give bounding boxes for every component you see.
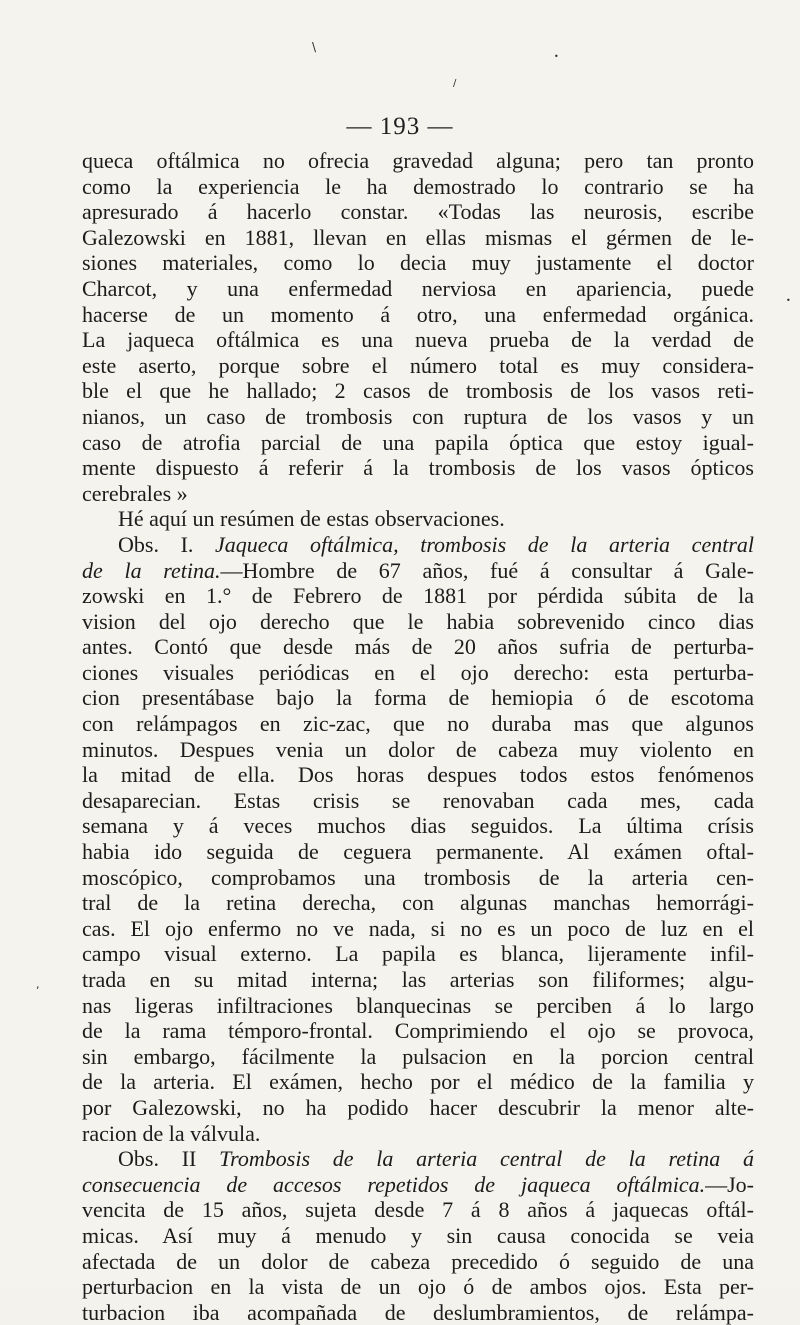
observation-label: Obs. I.	[118, 531, 216, 557]
text-line: habia ido seguida de ceguera permanente. Al exámen oftal-	[82, 839, 754, 865]
text-line: trada en su mitad interna; las arterias son filiformes; algu-	[82, 967, 754, 992]
text-line: cas. El ojo enfermo no ve nada, si no es un poco de luz en el	[82, 915, 754, 941]
text-line: ble el que he hallado; 2 casos de trombosis de los vasos reti-	[82, 378, 754, 404]
observation-heading	[82, 1146, 754, 1172]
text-line: con relámpagos en zic-zac, que no duraba mas que algunos	[82, 711, 754, 737]
text-line: tral de la retina derecha, con algunas manchas hemorrági-	[82, 890, 754, 916]
text-span: —Jo-	[705, 1171, 754, 1197]
text-line: antes. Contó que desde más de 20 años sufria de perturba-	[82, 634, 754, 660]
ink-speck: \	[312, 40, 317, 54]
ink-speck: ,	[36, 978, 40, 991]
text-line: moscópico, comprobamos una trombosis de la arteria cen-	[82, 864, 754, 890]
ink-speck: •	[554, 52, 559, 61]
text-line: semana y á veces muchos dias seguidos. La última crísis	[82, 813, 754, 839]
text-line: como la experiencia le ha demostrado lo contrario se ha	[82, 173, 754, 199]
text-line: Hé aquí un resúmen de estas observaciones.	[118, 506, 505, 532]
text-line: este aserto, porque sobre el número total es muy considera-	[82, 352, 754, 378]
text-line: nianos, un caso de trombosis con ruptura de los vasos y un	[82, 403, 754, 429]
observation-title: Trombosis de la arteria central de la retina á	[219, 1146, 754, 1172]
text-line: de la rama témporo-frontal. Comprimiendo el ojo se provoca,	[82, 1018, 754, 1044]
text-line: afectada de un dolor de cabeza precedido ó seguido de una	[82, 1248, 754, 1274]
text-line: perturbacion en la vista de un ojo ó de ambos ojos. Esta per-	[82, 1274, 754, 1300]
text-line: la mitad de ella. Dos horas despues todos estos fenómenos	[82, 762, 754, 788]
text-line: campo visual externo. La papila es blanca, lijeramente infil-	[82, 941, 754, 967]
text-line: Charcot, y una enfermedad nerviosa en apariencia, puede	[82, 275, 754, 301]
text-line: minutos. Despues venia un dolor de cabeza muy violento en	[82, 736, 754, 762]
ink-speck: •	[786, 296, 791, 305]
text-line: caso de atrofia parcial de una papila óptica que estoy igual-	[82, 429, 754, 455]
text-span: —Hombre de 67 años, fué á consultar á Gale-	[220, 557, 754, 583]
text-line: nas ligeras infiltraciones blanquecinas se perciben á lo largo	[82, 992, 754, 1018]
text-line: racion de la válvula.	[82, 1120, 261, 1146]
observation-title: consecuencia de accesos repetidos de jaqueca oftálmica.	[82, 1171, 706, 1197]
body-text	[82, 148, 754, 1325]
text-line: ciones visuales periódicas en el ojo derecho: esta perturba-	[82, 659, 754, 685]
text-line: por Galezowski, no ha podido hacer descubrir la menor alte-	[82, 1094, 754, 1120]
text-line: siones materiales, como lo decia muy justamente el doctor	[82, 250, 754, 276]
text-line: vencita de 15 años, sujeta desde 7 á 8 años á jaquecas oftál-	[82, 1197, 754, 1223]
text-line: cion presentábase bajo la forma de hemiopia ó de escotoma	[82, 685, 754, 711]
text-line: desaparecian. Estas crisis se renovaban cada mes, cada	[82, 787, 754, 813]
text-line: apresurado á hacerlo constar. «Todas las neurosis, escribe	[82, 199, 754, 225]
text-line: cerebrales »	[82, 480, 188, 506]
text-line	[82, 558, 754, 584]
observation-title: de la retina.	[82, 557, 221, 583]
text-line: sin embargo, fácilmente la pulsacion en la porcion central	[82, 1043, 754, 1069]
text-line	[82, 1172, 754, 1198]
observation-heading	[82, 532, 754, 558]
text-line: hacerse de un momento á otro, una enfermedad orgánica.	[82, 301, 754, 327]
observation-label: Obs. II	[118, 1146, 220, 1172]
text-line: vision del ojo derecho que le habia sobrevenido cinco dias	[82, 608, 754, 634]
text-line: turbacion iba acompañada de deslumbramientos, de relámpa-	[82, 1299, 754, 1325]
text-line: Galezowski en 1881, llevan en ellas mismas el gérmen de le-	[82, 224, 754, 250]
text-line: La jaqueca oftálmica es una nueva prueba de la verdad de	[82, 327, 754, 353]
text-line: queca oftálmica no ofrecia gravedad alguna; pero tan pronto	[82, 148, 754, 173]
text-line: de la arteria. El exámen, hecho por el médico de la familia y	[82, 1069, 754, 1095]
observation-title: Jaqueca oftálmica, trombosis de la arteria central	[215, 531, 754, 557]
ink-speck: /	[453, 78, 457, 89]
text-line: zowski en 1.° de Febrero de 1881 por pérdida súbita de la	[82, 583, 754, 609]
text-line: mente dispuesto á referir á la trombosis de los vasos ópticos	[82, 455, 754, 481]
text-line: micas. Así muy á menudo y sin causa conocida se veia	[82, 1222, 754, 1248]
page-number: — 193 —	[346, 113, 454, 140]
